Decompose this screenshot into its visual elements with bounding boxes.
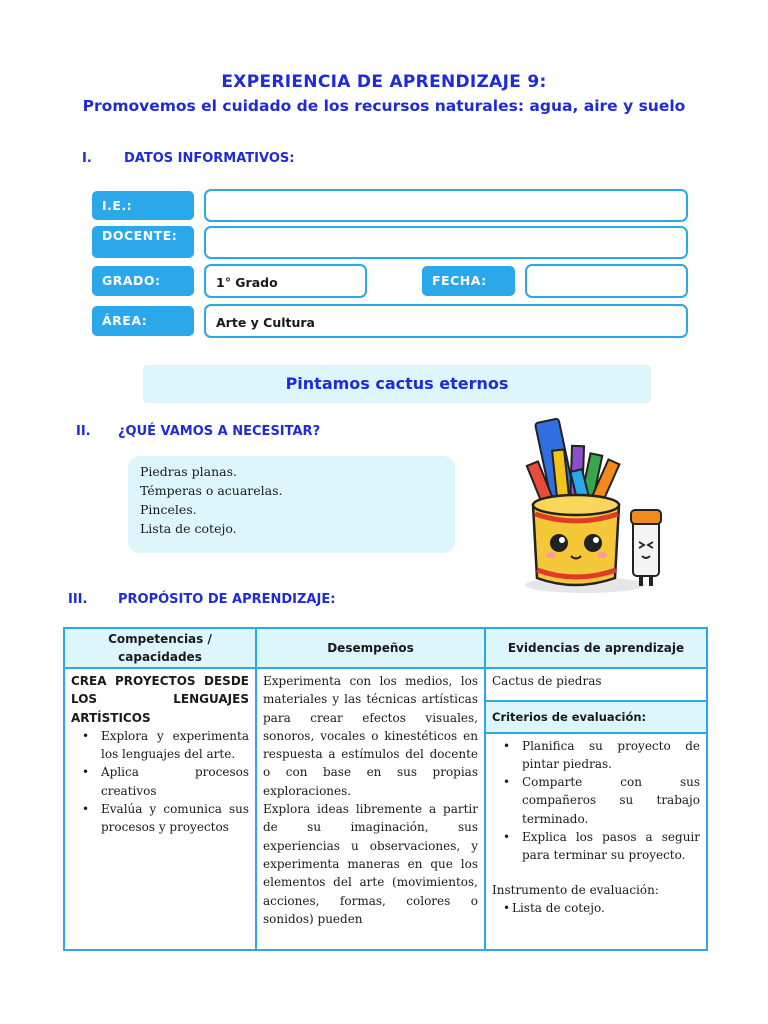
desempeno-text: Explora ideas libremente a partir de su imaginación, sus experiencias u observaciones, y experimenta maneras en que los elementos del arte (movimientos, acciones, formas, colores o sonidos) pueden: [263, 802, 478, 926]
competencias-cell: [64, 668, 256, 950]
list-item: Lista de cotejo.: [140, 521, 237, 536]
learning-purpose-table: [63, 627, 708, 951]
list-item: • Explica los pasos a seguir para terminar su proyecto.: [492, 828, 700, 865]
docente-label: DOCENTE:: [92, 226, 194, 258]
glue-stick-icon: [631, 510, 661, 586]
section-number: III.: [68, 592, 88, 607]
fecha-label: FECHA:: [422, 266, 515, 296]
grado-label: GRADO:: [92, 266, 194, 296]
column-header: Desempeños: [256, 628, 485, 668]
section-proposito-heading: [68, 592, 335, 607]
list-item: • Lista de cotejo.: [492, 899, 700, 917]
desempeno-text: Experimenta con los medios, los materiales y las técnicas artísticas para crear efectos visuales, sonoros, vocales o kinestéticos en respuesta a estímulos del docente o con base en sus propias exploraciones.: [263, 674, 478, 798]
list-item: Pinceles.: [140, 502, 197, 517]
capacidades-list: [71, 727, 249, 837]
activity-title: Pintamos cactus eternos: [143, 365, 651, 403]
materials-list: [128, 456, 455, 553]
evidencias-cell: [485, 668, 707, 950]
ie-field[interactable]: [204, 189, 688, 222]
desempenos-cell: [256, 668, 485, 950]
list-item: • Aplica procesos creativos: [71, 763, 249, 800]
section-title: PROPÓSITO DE APRENDIZAJE:: [118, 592, 336, 607]
criterios-heading: Criterios de evaluación:: [486, 700, 706, 733]
pencil-cup-icon: [533, 495, 619, 585]
instrumento-list: [492, 899, 700, 917]
section-datos-heading: [82, 151, 294, 166]
list-item: • Explora y experimenta los lenguajes del arte.: [71, 727, 249, 764]
list-item: Piedras planas.: [140, 464, 237, 479]
section-materials-heading: [76, 424, 320, 439]
section-title: DATOS INFORMATIVOS:: [124, 151, 295, 166]
evidencia-text: Cactus de piedras: [492, 674, 602, 688]
competencia-title: CREA PROYECTOS DESDE LOS LENGUAJES ARTÍSTICOS: [71, 674, 249, 725]
area-field[interactable]: Arte y Cultura: [204, 304, 688, 338]
fecha-field[interactable]: [525, 264, 688, 298]
column-header: Competencias / capacidades: [64, 628, 256, 668]
table-header-row: [64, 628, 707, 668]
table-row: [64, 668, 707, 950]
school-supplies-illustration: [515, 410, 665, 600]
section-number: II.: [76, 424, 91, 439]
list-item: Témperas o acuarelas.: [140, 483, 283, 498]
page-title: EXPERIENCIA DE APRENDIZAJE 9:: [221, 72, 547, 92]
column-header: Evidencias de aprendizaje: [485, 628, 707, 668]
list-item: • Comparte con sus compañeros su trabajo terminado.: [492, 773, 700, 828]
criterios-list: [492, 737, 700, 865]
page-subtitle: Promovemos el cuidado de los recursos naturales: agua, aire y suelo: [82, 97, 686, 115]
list-item: • Planifica su proyecto de pintar piedras.: [492, 737, 700, 774]
docente-field[interactable]: [204, 226, 688, 259]
ie-label: I.E.:: [92, 191, 194, 220]
area-label: ÁREA:: [92, 306, 194, 336]
section-number: I.: [82, 151, 92, 166]
grado-field[interactable]: 1° Grado: [204, 264, 367, 298]
list-item: • Evalúa y comunica sus procesos y proyectos: [71, 800, 249, 837]
section-title: ¿QUÉ VAMOS A NECESITAR?: [118, 424, 321, 439]
instrumento-heading: Instrumento de evaluación:: [492, 882, 659, 897]
